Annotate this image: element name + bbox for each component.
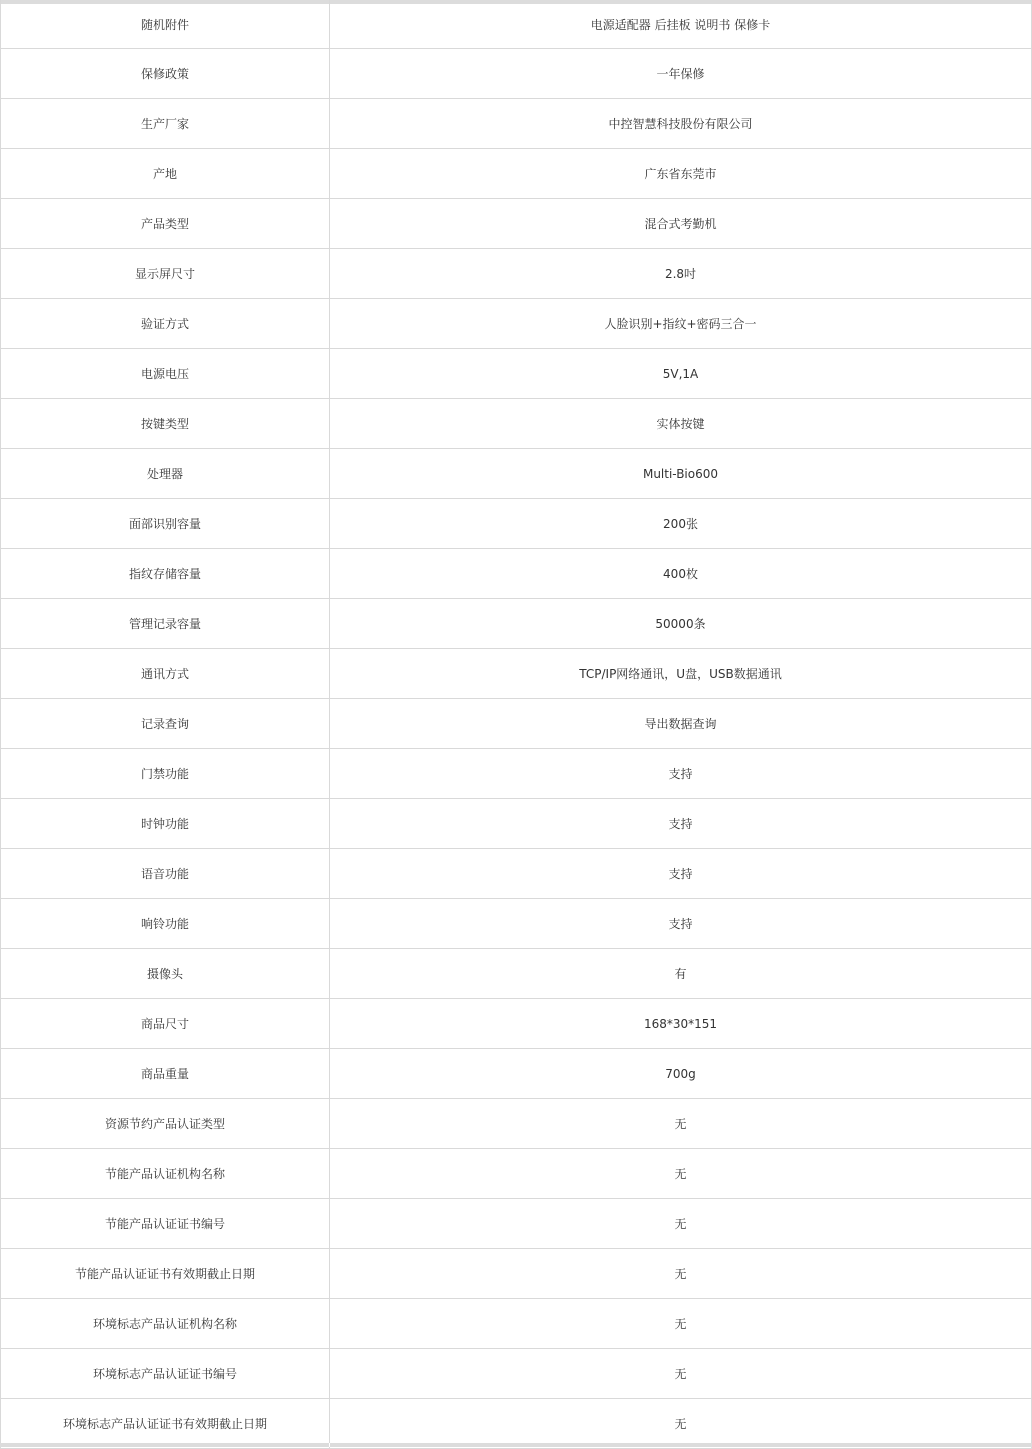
table-row [1, 349, 1032, 399]
table-row [1, 599, 1032, 649]
spec-value: 导出数据查询 [330, 699, 1032, 749]
spec-value: 700g [330, 1049, 1032, 1099]
spec-label: 节能产品认证机构名称 [1, 1149, 330, 1199]
spec-label: 门禁功能 [1, 749, 330, 799]
spec-label: 管理记录容量 [1, 599, 330, 649]
spec-label: 环境标志产品认证证书编号 [1, 1349, 330, 1399]
table-row [1, 499, 1032, 549]
table-row [1, 749, 1032, 799]
table-row [1, 799, 1032, 849]
spec-value: Multi-Bio600 [330, 449, 1032, 499]
table-row [1, 1299, 1032, 1349]
spec-value: 支持 [330, 749, 1032, 799]
table-row [1, 1049, 1032, 1099]
spec-label: 商品尺寸 [1, 999, 330, 1049]
spec-value: 2.8吋 [330, 249, 1032, 299]
spec-value: TCP/IP网络通讯，U盘，USB数据通讯 [330, 649, 1032, 699]
spec-value: 无 [330, 1349, 1032, 1399]
table-row [1, 899, 1032, 949]
table-row [1, 699, 1032, 749]
spec-label: 处理器 [1, 449, 330, 499]
spec-label: 记录查询 [1, 699, 330, 749]
spec-value: 一年保修 [330, 49, 1032, 99]
spec-value: 无 [330, 1199, 1032, 1249]
table-row [1, 149, 1032, 199]
spec-label: 按键类型 [1, 399, 330, 449]
spec-value: 无 [330, 1149, 1032, 1199]
spec-label: 保修政策 [1, 49, 330, 99]
spec-value: 混合式考勤机 [330, 199, 1032, 249]
spec-value: 支持 [330, 849, 1032, 899]
spec-label: 通讯方式 [1, 649, 330, 699]
spec-label: 节能产品认证证书编号 [1, 1199, 330, 1249]
table-row [1, 399, 1032, 449]
spec-label: 产地 [1, 149, 330, 199]
table-row [1, 1099, 1032, 1149]
bottom-divider [0, 1443, 1032, 1447]
spec-label: 显示屏尺寸 [1, 249, 330, 299]
table-row [1, 1199, 1032, 1249]
spec-value: 支持 [330, 799, 1032, 849]
spec-label: 资源节约产品认证类型 [1, 1099, 330, 1149]
spec-value: 5V,1A [330, 349, 1032, 399]
spec-value: 实体按键 [330, 399, 1032, 449]
spec-value: 广东省东莞市 [330, 149, 1032, 199]
spec-label: 验证方式 [1, 299, 330, 349]
spec-label: 指纹存储容量 [1, 549, 330, 599]
spec-table-body [1, 0, 1032, 1449]
spec-value: 无 [330, 1399, 1032, 1449]
table-row [1, 1349, 1032, 1399]
spec-value: 168*30*151 [330, 999, 1032, 1049]
spec-value: 支持 [330, 899, 1032, 949]
table-row [1, 1399, 1032, 1449]
spec-label: 随机附件 [1, 0, 330, 49]
table-row [1, 549, 1032, 599]
table-row [1, 0, 1032, 49]
spec-value: 电源适配器 后挂板 说明书 保修卡 [330, 0, 1032, 49]
spec-value: 无 [330, 1299, 1032, 1349]
spec-label: 语音功能 [1, 849, 330, 899]
spec-label: 电源电压 [1, 349, 330, 399]
spec-label: 时钟功能 [1, 799, 330, 849]
spec-label: 环境标志产品认证机构名称 [1, 1299, 330, 1349]
table-row [1, 199, 1032, 249]
table-row [1, 849, 1032, 899]
table-row [1, 299, 1032, 349]
spec-value: 50000条 [330, 599, 1032, 649]
table-row [1, 49, 1032, 99]
spec-value: 有 [330, 949, 1032, 999]
spec-label: 商品重量 [1, 1049, 330, 1099]
table-row [1, 649, 1032, 699]
spec-label: 环境标志产品认证证书有效期截止日期 [1, 1399, 330, 1449]
spec-label: 摄像头 [1, 949, 330, 999]
bottom-divider-tick [329, 1443, 330, 1447]
spec-value: 200张 [330, 499, 1032, 549]
spec-value: 无 [330, 1249, 1032, 1299]
spec-label: 生产厂家 [1, 99, 330, 149]
spec-value: 中控智慧科技股份有限公司 [330, 99, 1032, 149]
spec-value: 400枚 [330, 549, 1032, 599]
table-row [1, 449, 1032, 499]
table-row [1, 1249, 1032, 1299]
table-row [1, 949, 1032, 999]
spec-label: 节能产品认证证书有效期截止日期 [1, 1249, 330, 1299]
spec-value: 人脸识别+指纹+密码三合一 [330, 299, 1032, 349]
table-row [1, 999, 1032, 1049]
table-row [1, 249, 1032, 299]
spec-value: 无 [330, 1099, 1032, 1149]
spec-label: 产品类型 [1, 199, 330, 249]
table-row [1, 1149, 1032, 1199]
spec-label: 面部识别容量 [1, 499, 330, 549]
spec-label: 响铃功能 [1, 899, 330, 949]
table-row [1, 99, 1032, 149]
